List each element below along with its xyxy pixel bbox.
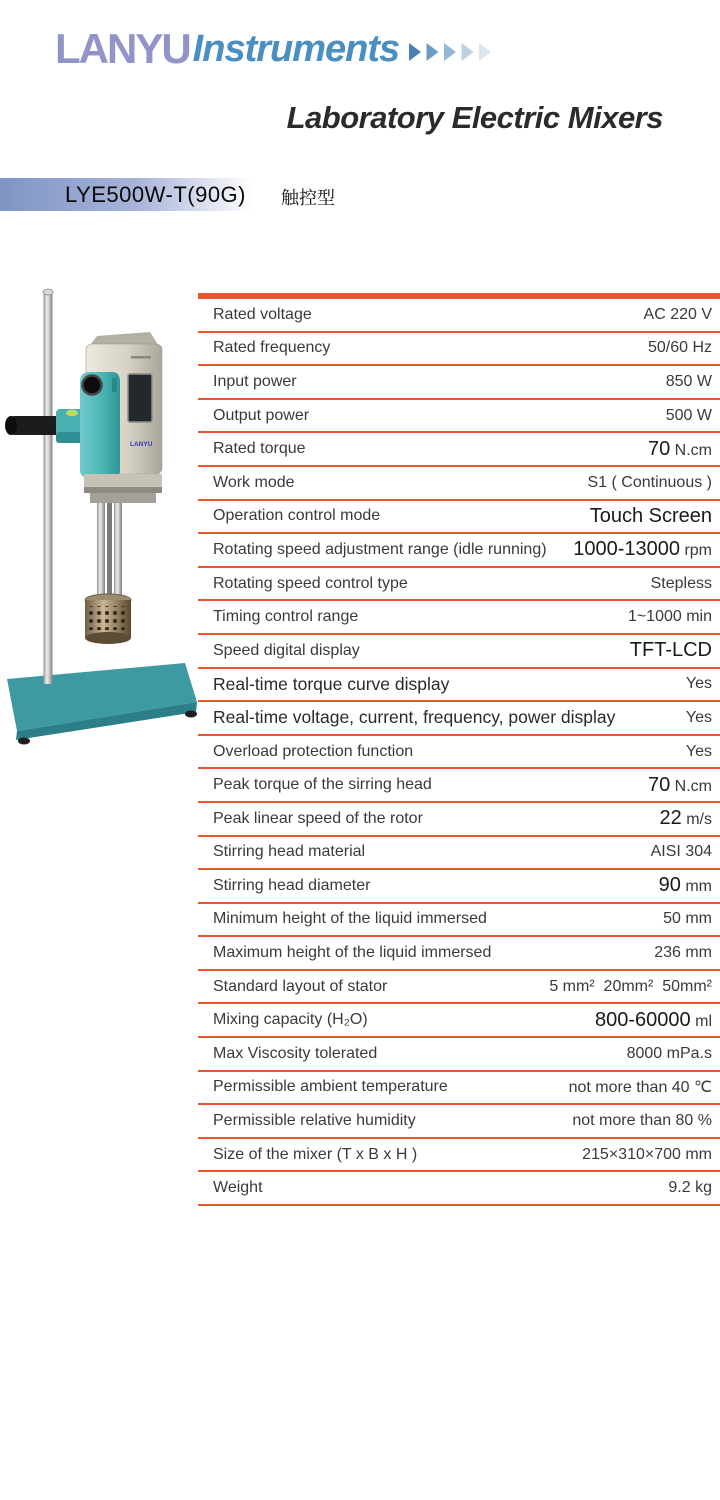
spec-value: 22 m/s <box>659 807 712 830</box>
spec-value: not more than 80 % <box>572 1112 712 1130</box>
spec-value: 90 mm <box>658 874 712 897</box>
brand-suffix: Instruments <box>192 28 400 70</box>
spec-value <box>630 639 712 662</box>
motor-head <box>80 332 162 503</box>
spec-label: Rotating speed adjustment range (idle running) <box>213 540 547 558</box>
spec-label: Peak torque of the sirring head <box>213 776 432 794</box>
spec-label: Stirring head material <box>213 843 366 861</box>
spec-value: 5 mm² 20mm² 50mm² <box>549 977 712 995</box>
brand-name: LANYU <box>55 25 190 72</box>
spec-label: Overload protection function <box>213 742 414 760</box>
spec-row <box>198 904 720 938</box>
spec-row <box>198 534 720 568</box>
spec-value: 1~1000 min <box>627 608 712 626</box>
mixer-illustration <box>0 282 200 752</box>
touch-screen <box>128 374 152 422</box>
spec-value-emphasis: 90 <box>658 874 681 897</box>
spec-label: Size of the mixer (T x B x H ) <box>213 1145 418 1163</box>
spec-value <box>590 505 712 528</box>
spec-row <box>198 669 720 703</box>
spec-label: Rated frequency <box>213 339 331 357</box>
spec-row <box>198 568 720 602</box>
spec-row <box>198 971 720 1005</box>
spec-value: AISI 304 <box>650 843 712 861</box>
spec-row <box>198 937 720 971</box>
spec-value: S1 ( Continuous ) <box>587 473 712 491</box>
side-port <box>83 376 102 395</box>
spec-row <box>198 333 720 367</box>
spec-value: 50 mm <box>663 910 712 928</box>
arrow-chevron-icon <box>444 43 456 61</box>
spec-label: Permissible relative humidity <box>213 1112 416 1130</box>
model-banner <box>0 178 252 211</box>
spec-label: Real-time torque curve display <box>213 673 450 694</box>
spec-label: Minimum height of the liquid immersed <box>213 910 487 928</box>
spec-row <box>198 1172 720 1206</box>
spec-row <box>198 467 720 501</box>
spec-value: 850 W <box>665 372 712 390</box>
spec-label: Peak linear speed of the rotor <box>213 809 423 827</box>
spec-row <box>198 1139 720 1173</box>
mixer-shafts <box>97 503 122 603</box>
spec-label: Standard layout of stator <box>213 977 388 995</box>
spec-label: Permissible ambient temperature <box>213 1078 448 1096</box>
spec-value-emphasis: 800-60000 <box>595 1008 691 1031</box>
arrows-icon <box>409 42 497 62</box>
spec-value: Yes <box>685 675 712 693</box>
spec-row <box>198 366 720 400</box>
spec-row <box>198 299 720 333</box>
model-type-label: 触控型 <box>281 188 335 208</box>
stand-pole <box>43 289 53 684</box>
spec-row <box>198 736 720 770</box>
spec-label: Rotating speed control type <box>213 574 408 592</box>
brand-logo <box>55 25 497 72</box>
spec-row <box>198 702 720 736</box>
arrow-chevron-icon <box>409 43 421 61</box>
spec-row <box>198 635 720 669</box>
spec-row <box>198 1072 720 1106</box>
spec-label: Speed digital display <box>213 641 360 659</box>
arrow-chevron-icon <box>479 43 491 61</box>
motor-brand-label: LANYU <box>130 441 153 448</box>
spec-row <box>198 1105 720 1139</box>
spec-label: Input power <box>213 372 297 390</box>
spec-label: Rated voltage <box>213 305 312 323</box>
spec-value-emphasis: 70 <box>647 773 671 796</box>
spec-row <box>198 1038 720 1072</box>
page-title: Laboratory Electric Mixers <box>286 100 663 135</box>
spec-value: not more than 40 ℃ <box>568 1079 712 1097</box>
spec-label: Mixing capacity (H₂O) <box>213 1011 368 1029</box>
spec-value: 70 N.cm <box>647 437 712 460</box>
spec-label: Weight <box>213 1179 263 1197</box>
spec-value-emphasis: 22 <box>659 807 682 830</box>
spec-row <box>198 769 720 803</box>
spec-value: 215×310×700 mm <box>582 1145 712 1163</box>
spec-label: Operation control mode <box>213 507 381 525</box>
spec-value-emphasis: Touch Screen <box>589 504 712 527</box>
spec-value: 8000 mPa.s <box>626 1044 712 1062</box>
spec-value: 50/60 Hz <box>647 339 712 357</box>
spec-value: 500 W <box>665 406 712 424</box>
spec-value: AC 220 V <box>643 305 712 323</box>
spec-value-emphasis: 1000-13000 <box>573 538 680 561</box>
spec-value: Yes <box>685 742 712 760</box>
base-plate <box>7 663 197 745</box>
spec-value-emphasis: TFT-LCD <box>629 639 712 662</box>
spec-label: Timing control range <box>213 608 359 626</box>
spec-value-emphasis: 70 <box>647 437 671 460</box>
spec-label: Work mode <box>213 473 295 491</box>
spec-row <box>198 433 720 467</box>
spec-value: 9.2 kg <box>668 1179 712 1197</box>
stirring-head <box>85 594 131 644</box>
spec-table <box>198 293 720 1206</box>
spec-value: 1000-13000 rpm <box>573 538 712 561</box>
spec-label: Stirring head diameter <box>213 876 371 894</box>
spec-label: Output power <box>213 406 310 424</box>
spec-row <box>198 601 720 635</box>
arrow-chevron-icon <box>427 43 439 61</box>
spec-row <box>198 870 720 904</box>
spec-row <box>198 501 720 535</box>
spec-row <box>198 400 720 434</box>
spec-row <box>198 837 720 871</box>
spec-value: Yes <box>685 708 712 726</box>
spec-value: Stepless <box>650 574 712 592</box>
spec-row <box>198 1004 720 1038</box>
spec-value: 800-60000 ml <box>595 1008 712 1031</box>
spec-value: 236 mm <box>654 944 712 962</box>
spec-value: 70 N.cm <box>647 773 712 796</box>
spec-label: Real-time voltage, current, frequency, power display <box>213 707 616 728</box>
spec-label: Rated torque <box>213 440 306 458</box>
arrow-chevron-icon <box>462 43 474 61</box>
spec-label: Max Viscosity tolerated <box>213 1044 378 1062</box>
spec-row <box>198 803 720 837</box>
model-code: LYE500W-T(90G) <box>64 181 246 207</box>
spec-label: Maximum height of the liquid immersed <box>213 944 492 962</box>
